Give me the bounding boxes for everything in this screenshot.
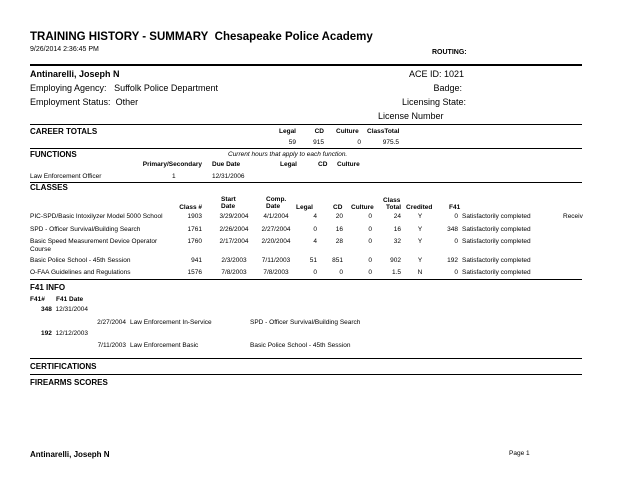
career-col-legal: Legal — [279, 128, 296, 135]
class-legal: 0 — [313, 226, 317, 233]
class-start: 7/8/2003 — [221, 269, 247, 276]
class-result: Satisfactorily completed — [462, 257, 531, 264]
f41-col-num: F41# — [30, 296, 45, 303]
class-credited: N — [417, 269, 423, 276]
class-legal: 51 — [309, 257, 317, 264]
f41-col-date: F41 Date — [56, 296, 84, 303]
class-credited: Y — [417, 226, 423, 233]
class-result: Satisfactorily completed — [462, 213, 531, 220]
f41-number: 192 — [41, 330, 52, 337]
f41-date: 12/31/2004 — [55, 306, 89, 313]
routing-label: ROUTING: — [432, 49, 467, 56]
class-culture: 0 — [368, 257, 372, 264]
divider — [30, 374, 582, 375]
class-f41: 0 — [454, 238, 458, 245]
classes-col-legal: Legal — [296, 204, 313, 211]
class-class-no: 1903 — [187, 213, 202, 220]
report-title — [30, 31, 373, 43]
class-legal: 4 — [313, 213, 317, 220]
licensing-state-label: Licensing State: — [401, 97, 466, 107]
class-start: 2/26/2004 — [219, 226, 249, 233]
class-start: 2/17/2004 — [219, 238, 249, 245]
employment-status-value: Other — [115, 97, 139, 107]
class-result: Satisfactorily completed — [462, 226, 531, 233]
classes-col-comp — [266, 196, 286, 210]
ace-id: ACE ID: 1021 — [409, 69, 465, 79]
classes-col-cd: CD — [333, 204, 343, 211]
class-legal: 4 — [313, 238, 317, 245]
class-extra: Receiv — [563, 213, 583, 220]
classes-col-total: Total — [386, 204, 402, 211]
class-total: 1.5 — [391, 269, 401, 276]
functions-col-due: Due Date — [212, 161, 241, 168]
career-col-culture: Culture — [336, 128, 359, 135]
classes-col-credited: Credited — [406, 204, 433, 211]
employing-agency-label: Employing Agency: — [30, 83, 107, 93]
class-name: Basic Police School - 45th Session — [30, 257, 131, 264]
class-total: 16 — [393, 226, 401, 233]
class-name-continued: Course — [30, 246, 51, 253]
classes-col-total-top: Class — [383, 197, 401, 204]
divider — [30, 124, 582, 125]
classes-col-comp-2: Date — [266, 203, 281, 210]
functions-col-legal: Legal — [280, 161, 297, 168]
footer-officer-name: Antinarelli, Joseph N — [30, 450, 110, 459]
functions-col-culture: Culture — [337, 161, 360, 168]
function-primary: 1 — [172, 173, 176, 180]
license-number-label: License Number — [378, 111, 444, 121]
f41-heading: F41 INFO — [30, 283, 66, 292]
class-cd: 0 — [339, 269, 343, 276]
functions-col-cd: CD — [318, 161, 328, 168]
class-class-no: 1576 — [187, 269, 202, 276]
class-total: 32 — [393, 238, 401, 245]
classes-col-start — [221, 196, 236, 210]
class-comp: 7/8/2003 — [263, 269, 289, 276]
report-title-text: TRAINING HISTORY - SUMMARY — [30, 31, 209, 43]
class-comp: 2/27/2004 — [261, 226, 291, 233]
class-result: Satisfactorily completed — [462, 269, 531, 276]
class-culture: 0 — [368, 213, 372, 220]
career-col-cd: CD — [314, 128, 324, 135]
class-f41: 192 — [447, 257, 458, 264]
employing-agency-value: Suffolk Police Department — [114, 83, 218, 93]
class-name: SPD - Officer Survival/Building Search — [30, 226, 141, 233]
officer-name: Antinarelli, Joseph N — [30, 69, 120, 79]
functions-col-primary: Primary/Secondary — [142, 161, 202, 168]
divider — [30, 64, 582, 66]
career-col-total: ClassTotal — [367, 128, 400, 135]
divider — [30, 148, 582, 149]
class-total: 24 — [393, 213, 401, 220]
employment-status-label: Employment Status: — [30, 97, 111, 107]
class-class-no: 1761 — [187, 226, 202, 233]
career-total-value: 975.5 — [382, 139, 399, 146]
divider — [30, 279, 582, 280]
employing-agency — [30, 83, 218, 93]
classes-col-start-1: Start — [221, 196, 236, 203]
class-class-no: 941 — [191, 257, 202, 264]
function-name: Law Enforcement Officer — [30, 173, 102, 180]
classes-col-class: Class # — [179, 204, 202, 211]
class-culture: 0 — [368, 238, 372, 245]
classes-col-culture: Culture — [351, 204, 374, 211]
divider — [30, 182, 582, 183]
f41-entry — [41, 306, 88, 313]
class-f41: 0 — [454, 269, 458, 276]
class-class-no: 1760 — [187, 238, 202, 245]
functions-heading: FUNCTIONS — [30, 150, 77, 159]
class-cd: 16 — [335, 226, 343, 233]
class-credited: Y — [417, 257, 423, 264]
career-culture-value: 0 — [357, 139, 361, 146]
class-name: O-FAA Guidelines and Regulations — [30, 269, 131, 276]
classes-col-start-2: Date — [221, 203, 236, 210]
page-number: Page 1 — [509, 450, 530, 457]
class-total: 902 — [390, 257, 401, 264]
career-totals-heading: CAREER TOTALS — [30, 127, 98, 136]
certifications-heading: CERTIFICATIONS — [30, 362, 97, 371]
class-culture: 0 — [368, 226, 372, 233]
f41-date: 12/12/2003 — [55, 330, 89, 337]
class-f41: 0 — [454, 213, 458, 220]
function-due-date: 12/31/2006 — [212, 173, 245, 180]
career-legal-value: 59 — [288, 139, 296, 146]
classes-col-f41: F41 — [449, 204, 461, 211]
career-cd-value: 915 — [313, 139, 324, 146]
print-timestamp: 9/26/2014 2:36:45 PM — [30, 46, 99, 53]
class-comp: 7/11/2003 — [261, 257, 291, 264]
divider — [30, 358, 582, 359]
f41-detail-class: SPD - Officer Survival/Building Search — [250, 319, 361, 326]
employment-status — [30, 97, 138, 107]
f41-detail-date: 7/11/2003 — [97, 342, 126, 349]
f41-number: 348 — [41, 306, 52, 313]
badge-label: Badge: — [433, 83, 462, 93]
f41-detail-function: Law Enforcement Basic — [130, 342, 199, 349]
classes-col-comp-1: Comp. — [266, 196, 287, 203]
f41-entry — [41, 330, 88, 337]
class-f41: 348 — [447, 226, 458, 233]
class-comp: 2/20/2004 — [261, 238, 291, 245]
class-legal: 0 — [313, 269, 317, 276]
class-start: 3/29/2004 — [219, 213, 249, 220]
f41-detail-function: Law Enforcement In-Service — [130, 319, 212, 326]
class-cd: 851 — [332, 257, 343, 264]
class-credited: Y — [417, 238, 423, 245]
class-culture: 0 — [368, 269, 372, 276]
f41-detail-date: 2/27/2004 — [97, 319, 126, 326]
class-name: PIC-SPD/Basic Intoxilyzer Model 5000 School — [30, 213, 163, 220]
class-comp: 4/1/2004 — [263, 213, 289, 220]
academy-name: Chesapeake Police Academy — [214, 31, 373, 43]
class-cd: 28 — [335, 238, 343, 245]
classes-heading: CLASSES — [30, 183, 68, 192]
class-cd: 20 — [335, 213, 343, 220]
class-start: 2/3/2003 — [221, 257, 247, 264]
firearms-heading: FIREARMS SCORES — [30, 378, 108, 387]
class-name: Basic Speed Measurement Device Operator — [30, 238, 158, 245]
class-credited: Y — [417, 213, 423, 220]
functions-note: Current hours that apply to each function. — [228, 151, 348, 158]
f41-detail-class: Basic Police School - 45th Session — [250, 342, 351, 349]
class-result: Satisfactorily completed — [462, 238, 531, 245]
